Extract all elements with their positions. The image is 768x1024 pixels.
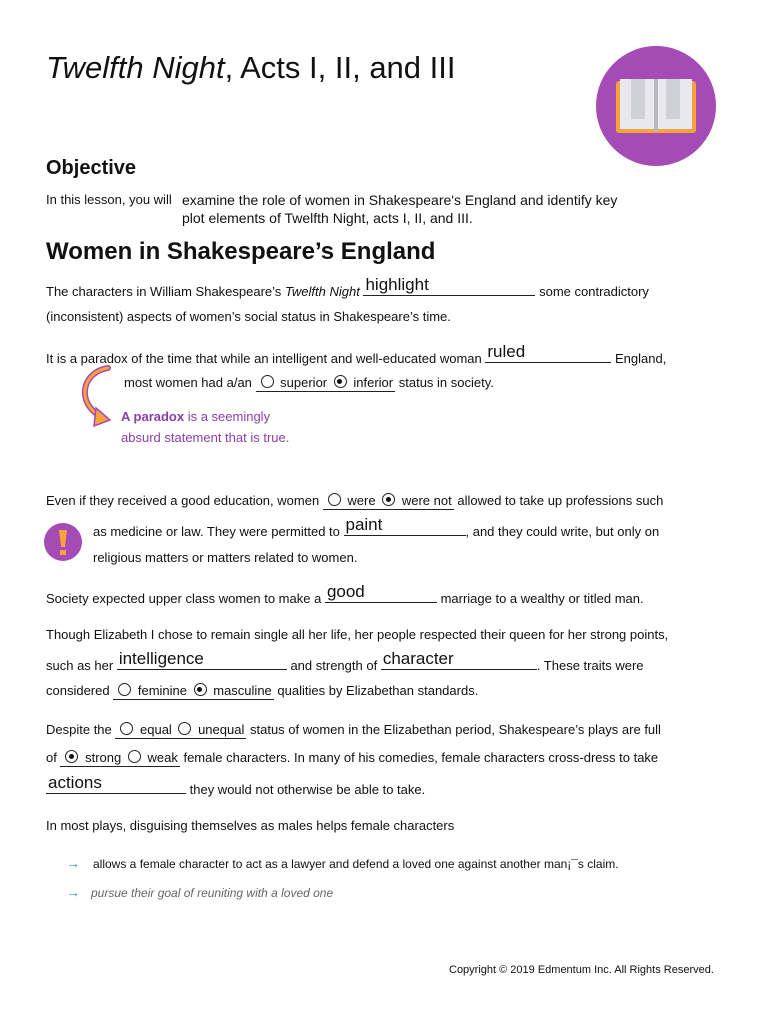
book-icon xyxy=(596,46,716,166)
q5-line-2 xyxy=(46,649,644,674)
q6-line2-pre: of xyxy=(46,750,57,765)
q5-answer1-field[interactable] xyxy=(117,649,287,670)
q7-bullet-1[interactable]: allows a female character to act as a lawyer and defend a loved one against another man¡¯s claim. xyxy=(93,857,619,871)
q1-title: Twelfth Night xyxy=(284,284,360,299)
section-heading: Women in Shakespeare’s England xyxy=(46,238,436,265)
q3-line-3: religious matters or matters related to women. xyxy=(93,550,358,565)
q2-line2-post: status in society. xyxy=(398,375,494,390)
q3-answer-field[interactable] xyxy=(344,515,466,536)
q5-answer1: intelligence xyxy=(118,649,204,668)
q5-answer2: character xyxy=(382,649,454,668)
q6-line-2 xyxy=(46,750,658,767)
q2-radio-inferior[interactable] xyxy=(334,375,347,388)
q3-line2-pre: as medicine or law. They were permitted to xyxy=(93,524,340,539)
q5-line3-post: qualities by Elizabethan standards. xyxy=(277,683,479,698)
q3-answer: paint xyxy=(345,515,383,534)
q6-pre: Despite the xyxy=(46,722,112,737)
paradox-note-rest: is a seemingly xyxy=(184,409,271,424)
q3-post: allowed to take up professions such xyxy=(457,493,664,508)
q2-line-2 xyxy=(124,375,494,392)
q3-choice-group xyxy=(323,493,454,510)
q2-answer: ruled xyxy=(487,342,526,361)
q1-line-2: (inconsistent) aspects of women’s social status in Shakespeare’s time. xyxy=(46,309,451,324)
q1-answer-field[interactable] xyxy=(363,275,535,296)
q6-line2-post: female characters. In many of his comedies, female characters cross-dress to take xyxy=(183,750,659,765)
q3-line-2 xyxy=(93,515,660,540)
page-title xyxy=(46,50,456,86)
objective-lead: In this lesson, you will xyxy=(46,192,172,207)
q3-radio-were-not[interactable] xyxy=(382,493,395,506)
exclamation-icon xyxy=(44,523,82,561)
q6-answer: actions xyxy=(48,773,102,792)
title-italic: Twelfth Night xyxy=(46,50,225,85)
q7-bullet-2[interactable]: pursue their goal of reuniting with a loved one xyxy=(91,886,334,900)
copyright-footer: Copyright © 2019 Edmentum Inc. All Rights Reserved. xyxy=(449,964,714,976)
q3-line2-post: , and they could write, but only on xyxy=(465,524,660,539)
q2-radio-superior[interactable] xyxy=(261,375,274,388)
q3-opt2-label: were not xyxy=(401,493,452,508)
q3-line-1 xyxy=(46,493,663,510)
q6-choice-group-1 xyxy=(115,722,246,739)
title-rest: , Acts I, II, and III xyxy=(224,50,456,85)
q4-answer-field[interactable] xyxy=(325,582,437,603)
q1-pre: The characters in William Shakespeare’s xyxy=(46,284,282,299)
q6-radio-unequal[interactable] xyxy=(178,722,191,735)
paradox-note-bold: A paradox xyxy=(121,409,185,424)
q2-choice-group xyxy=(256,375,396,392)
q5-line3-pre: considered xyxy=(46,683,110,698)
paradox-note-line-2: absurd statement that is true. xyxy=(121,430,290,445)
q5-choice-group xyxy=(113,683,274,700)
q1-post: some contradictory xyxy=(539,284,649,299)
q6-opt2-label: unequal xyxy=(198,722,245,737)
q6-opt4-label: weak xyxy=(147,750,178,765)
q5-mid: and strength of xyxy=(290,658,378,673)
q6-opt1-label: equal xyxy=(140,722,172,737)
objective-line-1: examine the role of women in Shakespeare's England and identify key xyxy=(182,192,618,208)
arrow-right-icon: → xyxy=(66,855,80,871)
q6-line3-post: they would not otherwise be able to take. xyxy=(189,782,426,797)
q5-opt1-label: feminine xyxy=(137,683,187,698)
q6-choice-group-2 xyxy=(60,750,179,767)
q2-answer-field[interactable] xyxy=(485,342,611,363)
q2-pre: It is a paradox of the time that while an intelligent and well-educated woman xyxy=(46,351,482,366)
q4-answer: good xyxy=(326,582,365,601)
q2-line2-pre: most women had a/an xyxy=(124,375,252,390)
q3-pre: Even if they received a good education, women xyxy=(46,493,320,508)
q6-radio-equal[interactable] xyxy=(120,722,133,735)
q4-line xyxy=(46,582,644,607)
q4-pre: Society expected upper class women to make a xyxy=(46,591,322,606)
objective-line-2: plot elements of Twelfth Night, acts I, II, and III. xyxy=(182,210,473,226)
curved-arrow-icon xyxy=(74,364,118,435)
q5-post: . These traits were xyxy=(536,658,644,673)
q5-line-3 xyxy=(46,683,478,700)
arrow-right-icon: → xyxy=(66,884,80,900)
paradox-note-line-1 xyxy=(121,409,270,425)
q6-radio-weak[interactable] xyxy=(128,750,141,763)
objective-heading: Objective xyxy=(46,157,137,179)
q5-pre: such as her xyxy=(46,658,114,673)
q6-line-3 xyxy=(46,773,426,798)
q3-opt1-label: were xyxy=(347,493,376,508)
q2-line-1 xyxy=(46,342,667,367)
q5-radio-feminine[interactable] xyxy=(118,683,131,696)
q3-radio-were[interactable] xyxy=(328,493,341,506)
q5-answer2-field[interactable] xyxy=(381,649,537,670)
q1-answer: highlight xyxy=(365,275,429,294)
q2-opt1-label: superior xyxy=(280,375,328,390)
q4-post: marriage to a wealthy or titled man. xyxy=(440,591,644,606)
q1-line-1 xyxy=(46,275,649,300)
q5-radio-masculine[interactable] xyxy=(194,683,207,696)
q6-line-1 xyxy=(46,722,661,739)
q6-radio-strong[interactable] xyxy=(65,750,78,763)
q5-line-1: Though Elizabeth I chose to remain single all her life, her people respected their queen for her strong points, xyxy=(46,627,669,642)
q6-opt3-label: strong xyxy=(85,750,122,765)
q5-opt2-label: masculine xyxy=(213,683,272,698)
q2-post: England, xyxy=(615,351,667,366)
q6-post: status of women in the Elizabethan period, Shakespeare’s plays are full xyxy=(249,722,661,737)
q2-opt2-label: inferior xyxy=(353,375,394,390)
q7-text: In most plays, disguising themselves as males helps female characters xyxy=(46,818,455,833)
q6-answer-field[interactable] xyxy=(46,773,186,794)
